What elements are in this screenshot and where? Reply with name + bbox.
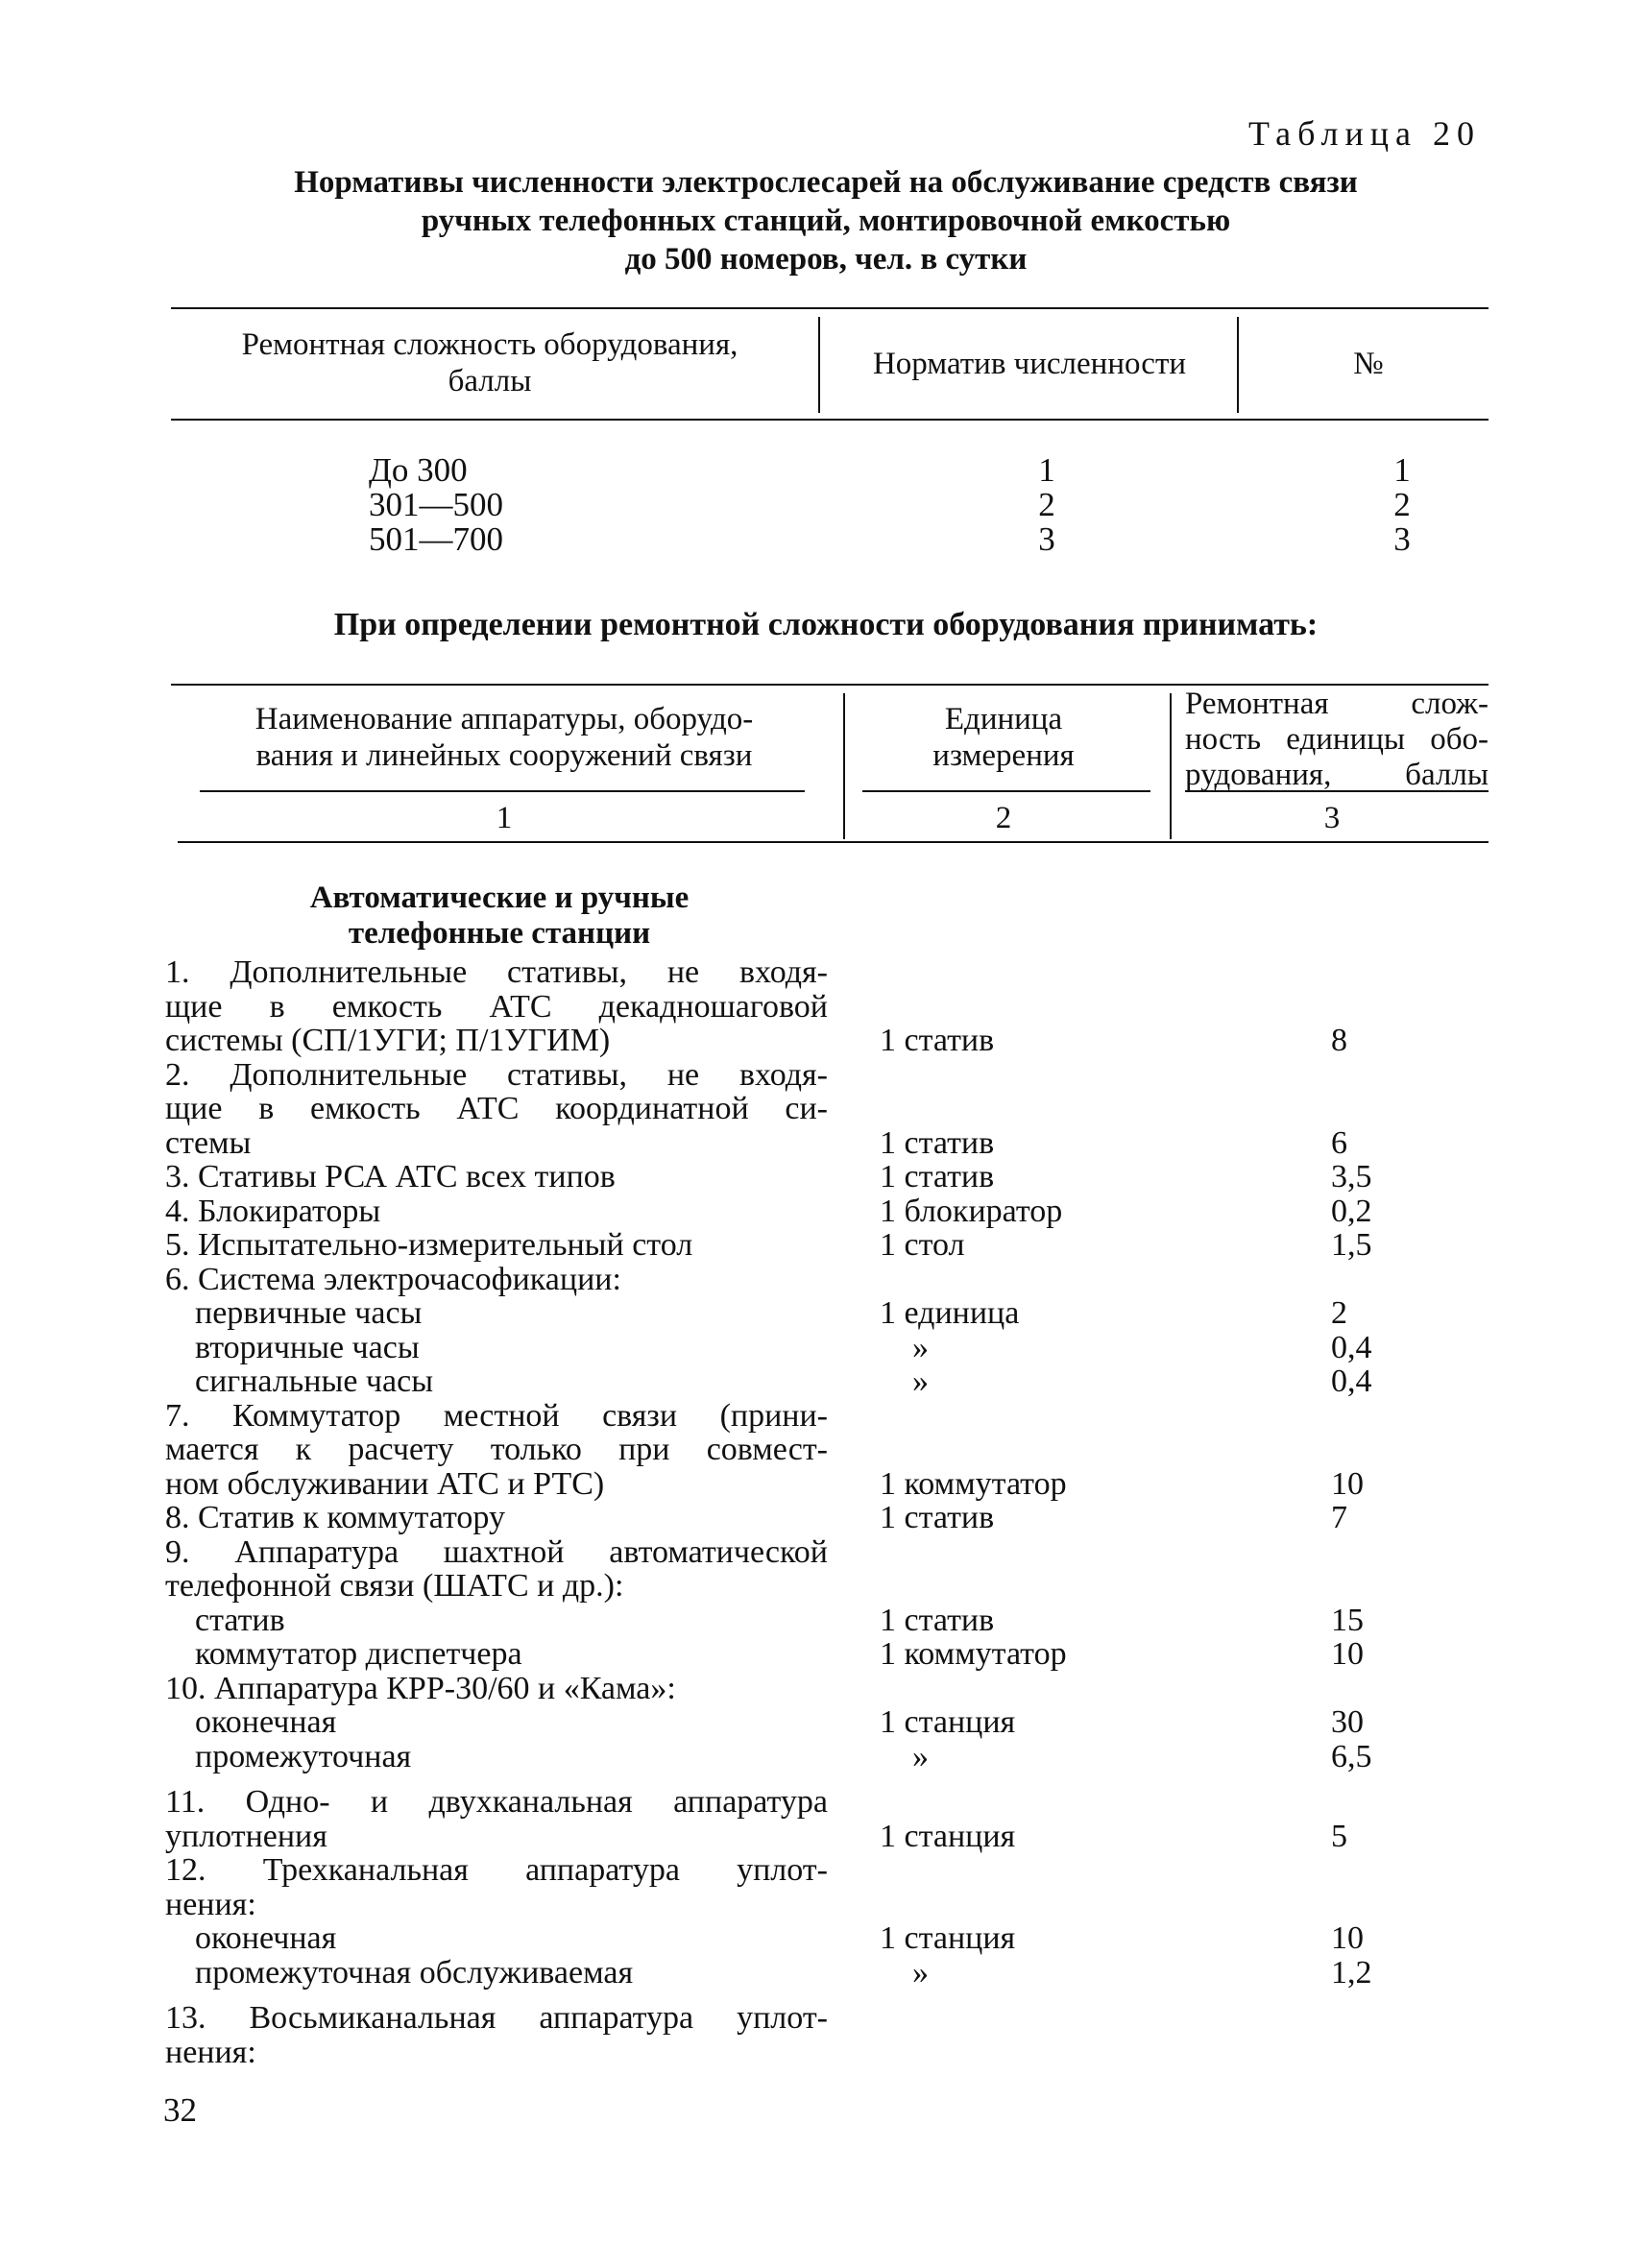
equipment-name: оконечная: [195, 1920, 337, 1956]
equipment-name: 13. Восьмиканальная аппаратура уплот-: [165, 2000, 828, 2036]
complexity-points: 0,4: [1331, 1363, 1372, 1399]
equipment-name: 6. Система электрочасофикации:: [165, 1261, 621, 1297]
equipment-name: 4. Блокираторы: [165, 1193, 381, 1229]
table2-header-col3-line3: рудования, баллы: [1185, 758, 1489, 792]
table2-subheading-line2: телефонные станции: [348, 916, 651, 951]
table-title-line-1: Нормативы численности электрослесарей на обслуживание средств связи: [294, 165, 1358, 200]
table2-col-number-3: 3: [1323, 801, 1341, 835]
equipment-name: статив: [195, 1602, 285, 1638]
complexity-points: 7: [1331, 1500, 1347, 1535]
equipment-name: 3. Стативы РСА АТС всех типов: [165, 1159, 616, 1194]
equipment-name: 1. Дополнительные стативы, не входя-: [165, 954, 828, 990]
table1-range: До 300: [369, 451, 468, 489]
unit-of-measure: 1 статив: [880, 1500, 995, 1535]
equipment-name: 2. Дополнительные стативы, не входя-: [165, 1056, 828, 1093]
equipment-name: телефонной связи (ШАТС и др.):: [165, 1568, 624, 1604]
equipment-name: оконечная: [195, 1704, 337, 1740]
table2-header-col1-line1: Наименование аппаратуры, оборудо-: [254, 702, 754, 736]
equipment-name: 10. Аппаратура КРР-30/60 и «Кама»:: [165, 1670, 676, 1706]
unit-of-measure: 1 статив: [880, 1124, 995, 1161]
unit-of-measure: 1 блокиратор: [880, 1193, 1063, 1229]
equipment-name: 7. Коммутатор местной связи (прини-: [165, 1397, 828, 1434]
complexity-points: 30: [1331, 1704, 1364, 1740]
complexity-points: 8: [1331, 1023, 1347, 1058]
equipment-name: сигнальные часы: [195, 1363, 434, 1399]
unit-of-measure: 1 станция: [880, 1920, 1016, 1956]
equipment-name: ном обслуживании АТС и РТС): [165, 1465, 605, 1502]
unit-of-measure: 1 коммутатор: [880, 1636, 1067, 1672]
table1-range: 301—500: [369, 486, 503, 523]
table1-norm: 2: [1038, 486, 1055, 523]
equipment-name: промежуточная: [195, 1738, 412, 1774]
equipment-name: щие в емкость АТС декадношаговой: [165, 988, 828, 1025]
table2-header-col1-line2: вания и линейных сооружений связи: [255, 738, 753, 773]
unit-of-measure: 1 единица: [880, 1295, 1020, 1331]
equipment-name: промежуточная обслуживаемая: [195, 1954, 634, 1991]
unit-of-measure: »: [912, 1954, 929, 1991]
complexity-points: 6,5: [1331, 1738, 1372, 1774]
table1-header-rule: [171, 419, 1489, 421]
complexity-points: 15: [1331, 1602, 1364, 1638]
section-heading: При определении ремонтной сложности оборудования принимать:: [333, 607, 1319, 642]
table2-header-underline-3: [1185, 790, 1489, 792]
table2-header-col2-line1: Единица: [944, 702, 1063, 736]
table2-header-col3-line2: ность единицы обо-: [1185, 722, 1489, 757]
table2-divider-2: [1170, 693, 1172, 839]
equipment-name: коммутатор диспетчера: [195, 1636, 522, 1672]
equipment-name: первичные часы: [195, 1295, 423, 1331]
table2-subheading-line1: Автоматические и ручные: [309, 881, 690, 915]
unit-of-measure: »: [912, 1738, 929, 1774]
equipment-name: 9. Аппаратура шахтной автоматической: [165, 1533, 828, 1570]
table1-num: 3: [1393, 520, 1411, 558]
complexity-points: 1,2: [1331, 1954, 1372, 1991]
table1-norm: 3: [1038, 520, 1055, 558]
table1-norm: 1: [1038, 451, 1055, 489]
unit-of-measure: 1 станция: [880, 1818, 1016, 1854]
unit-of-measure: »: [912, 1329, 929, 1365]
equipment-name: вторичные часы: [195, 1329, 420, 1365]
complexity-points: 0,2: [1331, 1193, 1372, 1229]
equipment-name: 11. Одно- и двухканальная аппаратура: [165, 1784, 828, 1820]
complexity-points: 5: [1331, 1818, 1347, 1854]
table1-num: 2: [1393, 486, 1411, 523]
unit-of-measure: 1 коммутатор: [880, 1465, 1067, 1502]
table2-header-col2-line2: измерения: [932, 738, 1075, 773]
table2-header-underline-2: [862, 790, 1150, 792]
table2-col-number-1: 1: [496, 801, 513, 835]
table2-header-underline-1: [200, 790, 805, 792]
table1-range: 501—700: [369, 520, 503, 558]
table1-header-col1-line2: баллы: [448, 364, 532, 398]
equipment-name: мается к расчету только при совмест-: [165, 1432, 828, 1467]
complexity-points: 6: [1331, 1124, 1347, 1161]
unit-of-measure: 1 стол: [880, 1227, 965, 1263]
table2-header-col3-line1: Ремонтная слож-: [1185, 687, 1489, 721]
unit-of-measure: 1 статив: [880, 1602, 995, 1638]
equipment-name: щие в емкость АТС координатной си-: [165, 1091, 828, 1126]
table1-header-col1-line1: Ремонтная сложность оборудования,: [241, 327, 738, 362]
complexity-points: 10: [1331, 1920, 1364, 1956]
table2-col-number-2: 2: [995, 801, 1012, 835]
table-title-line-3: до 500 номеров, чел. в сутки: [624, 242, 1028, 277]
table1-num: 1: [1393, 451, 1411, 489]
unit-of-measure: 1 статив: [880, 1023, 995, 1058]
unit-of-measure: »: [912, 1363, 929, 1399]
unit-of-measure: 1 станция: [880, 1704, 1016, 1740]
equipment-name: 5. Испытательно-измерительный стол: [165, 1227, 693, 1263]
complexity-points: 2: [1331, 1295, 1347, 1331]
equipment-name: нения:: [165, 1886, 256, 1922]
complexity-points: 1,5: [1331, 1227, 1372, 1263]
complexity-points: 0,4: [1331, 1329, 1372, 1365]
equipment-name: уплотнения: [165, 1818, 327, 1854]
equipment-name: системы (СП/1УГИ; П/1УГИМ): [165, 1023, 611, 1058]
table1-top-rule: [171, 307, 1489, 309]
equipment-name: 12. Трехканальная аппаратура уплот-: [165, 1852, 828, 1888]
table-title-line-2: ручных телефонных станций, монтировочной емкостью: [421, 204, 1231, 238]
table1-divider-1: [818, 317, 820, 413]
complexity-points: 10: [1331, 1465, 1364, 1502]
unit-of-measure: 1 статив: [880, 1159, 995, 1194]
equipment-name: стемы: [165, 1124, 252, 1161]
complexity-points: 10: [1331, 1636, 1364, 1672]
complexity-points: 3,5: [1331, 1159, 1372, 1194]
table1-header-col3: №: [1353, 347, 1384, 381]
page-number: 32: [163, 2091, 197, 2129]
table-label: Таблица 20: [1248, 114, 1481, 153]
table2-header-rule: [178, 841, 1489, 843]
table1-divider-2: [1237, 317, 1239, 413]
equipment-name: нения:: [165, 2034, 256, 2070]
table1-header-col2: Норматив численности: [872, 347, 1187, 381]
equipment-name: 8. Статив к коммутатору: [165, 1500, 505, 1535]
